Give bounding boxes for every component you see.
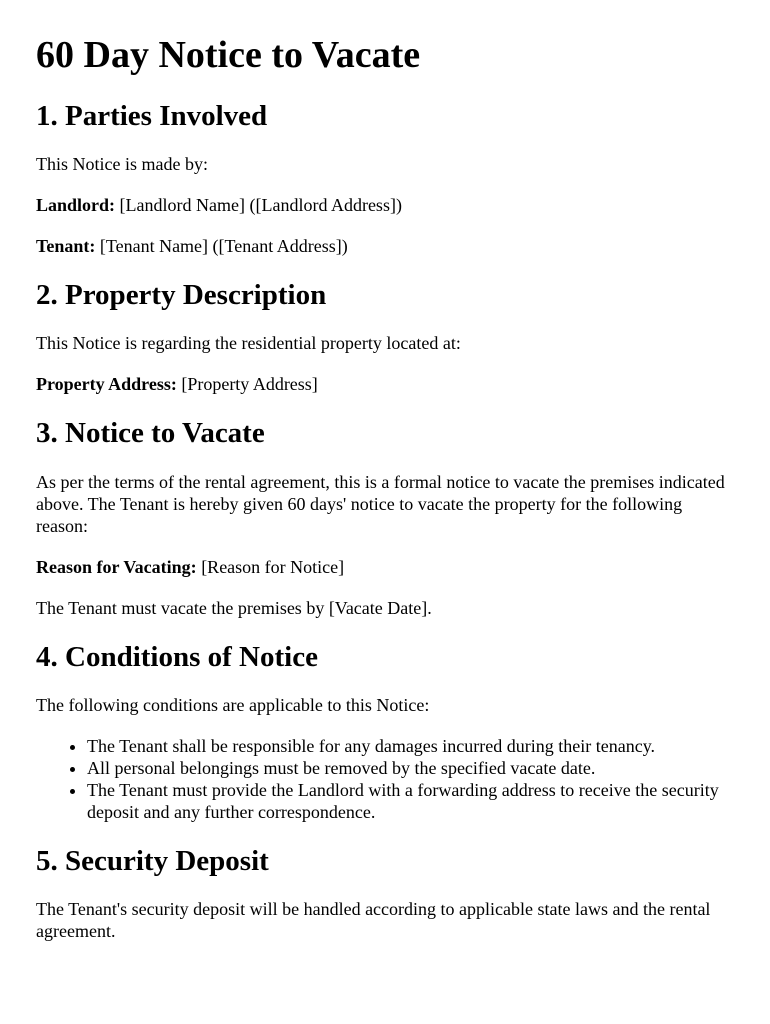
notice-body: As per the terms of the rental agreement, this is a formal notice to vacate the premises indicated above. The Tenant is hereby given 60 days' notice to vacate the property for the following reason: [36, 471, 725, 536]
reason-label: Reason for Vacating: [36, 556, 197, 577]
tenant-value: [Tenant Name] ([Tenant Address]) [99, 236, 348, 257]
section-heading: 4. Conditions of Notice [36, 640, 318, 673]
landlord-label: Landlord: [36, 195, 116, 216]
document-title: 60 Day Notice to Vacate [36, 34, 421, 76]
section-intro: This Notice is made by: [36, 154, 208, 175]
landlord-line [36, 194, 734, 216]
deposit-body: The Tenant's security deposit will be handled according to applicable state laws and the rental agreement. [36, 899, 711, 942]
reason-line [36, 556, 734, 578]
property-address-label: Property Address: [36, 374, 177, 395]
list-item: • The Tenant shall be responsible for any damages incurred during their tenancy. [87, 735, 734, 757]
vacate-deadline: The Tenant must vacate the premises by [Vacate Date]. [36, 597, 432, 618]
section-heading: 5. Security Deposit [36, 845, 269, 878]
list-item: • All personal belongings must be removed by the specified vacate date. [87, 757, 734, 779]
section-heading: 2. Property Description [36, 279, 327, 312]
section-notice [36, 417, 734, 618]
section-deposit [36, 845, 734, 942]
conditions-list [36, 735, 734, 823]
reason-value: [Reason for Notice] [201, 556, 345, 577]
tenant-line [36, 235, 734, 257]
property-address-line [36, 373, 734, 395]
section-property [36, 279, 734, 395]
section-parties [36, 100, 734, 257]
section-heading: 3. Notice to Vacate [36, 417, 265, 450]
section-conditions [36, 641, 734, 823]
section-intro: The following conditions are applicable to this Notice: [36, 695, 430, 716]
property-address-value: [Property Address] [181, 374, 318, 395]
landlord-value: [Landlord Name] ([Landlord Address]) [119, 195, 402, 216]
tenant-label: Tenant: [36, 236, 96, 257]
section-heading: 1. Parties Involved [36, 99, 268, 132]
section-intro: This Notice is regarding the residential property located at: [36, 333, 461, 354]
list-item: • The Tenant must provide the Landlord with a forwarding address to receive the security deposit and any further correspondence. [87, 779, 734, 823]
